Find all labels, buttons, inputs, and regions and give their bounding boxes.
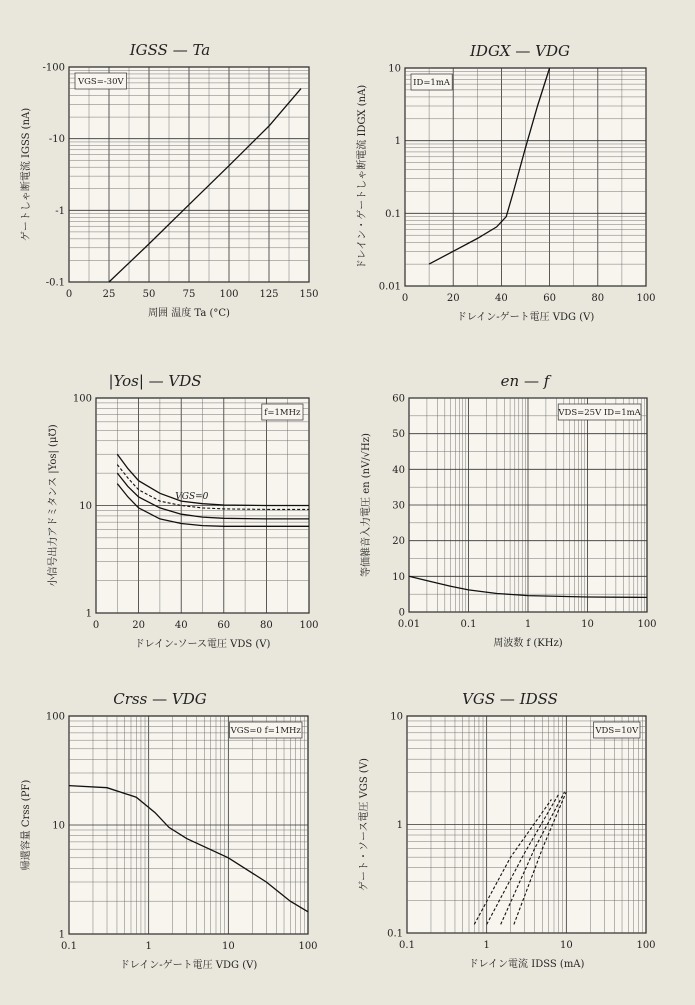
- y-tick-label: 10: [390, 711, 403, 723]
- x-tick-label: 75: [182, 289, 196, 300]
- y-tick-label: 1: [394, 136, 401, 148]
- y-tick-label: 40: [392, 464, 405, 476]
- x-tick-label: 100: [298, 941, 318, 952]
- y-tick-label: -1: [55, 205, 65, 217]
- y-tick-label: 60: [392, 393, 405, 405]
- chart-title: |Yos| — VDS: [108, 372, 202, 390]
- y-tick-label: 1: [58, 929, 65, 941]
- x-tick-label: 80: [260, 620, 273, 631]
- x-tick-label: 0.01: [397, 619, 421, 630]
- curve-annotation: VGS=0: [175, 491, 209, 502]
- x-tick-label: 0.1: [460, 619, 477, 630]
- y-tick-label: 100: [72, 393, 92, 405]
- y-tick-label: 100: [45, 711, 65, 723]
- legend-text: ID=1mA: [413, 78, 451, 88]
- x-tick-label: 80: [591, 293, 605, 304]
- x-tick-label: 0: [401, 293, 409, 304]
- y-tick-label: 0.1: [387, 928, 403, 940]
- x-tick-label: 10: [221, 941, 235, 952]
- chart-title: IDGX — VDG: [470, 42, 570, 60]
- x-tick-label: 10: [581, 619, 594, 630]
- x-tick-label: 0.1: [61, 941, 77, 952]
- y-tick-label: 10: [79, 501, 92, 512]
- x-tick-label: 100: [637, 619, 657, 630]
- x-tick-label: 100: [219, 289, 239, 300]
- x-axis-label: 周囲 温度 Ta (°C): [148, 308, 230, 319]
- chart-title: IGSS — Ta: [129, 41, 211, 59]
- y-tick-label: 1: [396, 820, 403, 831]
- x-tick-label: 1: [524, 619, 532, 630]
- x-tick-label: 25: [102, 289, 116, 300]
- legend-text: VGS=0 f=1MHz: [230, 726, 301, 736]
- x-tick-label: 0.1: [399, 940, 415, 951]
- y-tick-label: 10: [52, 820, 65, 832]
- y-tick-label: 0: [398, 607, 405, 619]
- y-tick-label: -10: [48, 134, 65, 146]
- x-axis-label: ドレイン-ゲート電圧 VDG (V): [456, 312, 595, 323]
- x-tick-label: 100: [636, 940, 656, 951]
- y-tick-label: 0.01: [378, 281, 401, 293]
- x-tick-label: 60: [543, 293, 556, 304]
- y-axis-label: ドレイン・ゲートしゃ断電流 IDGX (nA): [357, 84, 368, 270]
- legend-text: f=1MHz: [264, 408, 301, 418]
- y-axis-label: 帰還容量 Crss (PF): [21, 779, 32, 871]
- legend-text: VGS=-30V: [77, 77, 124, 87]
- x-axis-label: ドレイン-ソース電圧 VDS (V): [134, 639, 271, 650]
- x-tick-label: 100: [636, 293, 656, 304]
- y-tick-label: 20: [392, 536, 405, 548]
- x-tick-label: 10: [559, 940, 573, 951]
- x-tick-label: 125: [259, 289, 279, 300]
- x-tick-label: 40: [174, 620, 188, 631]
- x-tick-label: 40: [495, 293, 508, 304]
- y-tick-label: 10: [388, 63, 401, 75]
- x-tick-label: 100: [299, 620, 319, 631]
- chart-title: Crss — VDG: [113, 690, 207, 708]
- y-tick-label: -0.1: [45, 277, 65, 289]
- x-axis-label: ドレイン-ゲート電圧 VDG (V): [119, 960, 258, 971]
- y-tick-label: 0.1: [385, 208, 401, 220]
- chart-title: en — f: [500, 372, 550, 390]
- chart-title: VGS — IDSS: [462, 690, 558, 708]
- y-tick-label: 30: [392, 500, 405, 512]
- y-axis-label: ゲート・ソース電圧 VGS (V): [359, 758, 370, 891]
- x-tick-label: 150: [299, 289, 319, 300]
- x-axis-label: ドレイン電流 IDSS (mA): [468, 959, 585, 970]
- x-tick-label: 50: [142, 289, 156, 300]
- x-tick-label: 20: [446, 293, 460, 304]
- y-tick-label: -100: [42, 62, 65, 74]
- legend-text: VDS=10V: [595, 726, 639, 736]
- x-tick-label: 0: [65, 289, 73, 300]
- x-tick-label: 20: [132, 620, 145, 631]
- y-tick-label: 1: [85, 608, 92, 620]
- y-axis-label: 小信号出力アドミタンス |Yos| (μ℧): [48, 424, 59, 587]
- x-axis-label: 周波数 f (KHz): [493, 638, 563, 649]
- legend-text: VDS=25V ID=1mA: [558, 408, 641, 418]
- y-axis-label: ゲートしゃ断電流 IGSS (nA): [21, 107, 32, 242]
- y-axis-label: 等価雑音入力電圧 en (nV/√Hz): [361, 433, 372, 577]
- y-tick-label: 50: [392, 429, 405, 441]
- y-tick-label: 10: [392, 571, 405, 583]
- x-tick-label: 0: [92, 620, 100, 631]
- x-tick-label: 1: [483, 940, 490, 951]
- x-tick-label: 60: [217, 620, 231, 631]
- x-tick-label: 1: [145, 941, 152, 952]
